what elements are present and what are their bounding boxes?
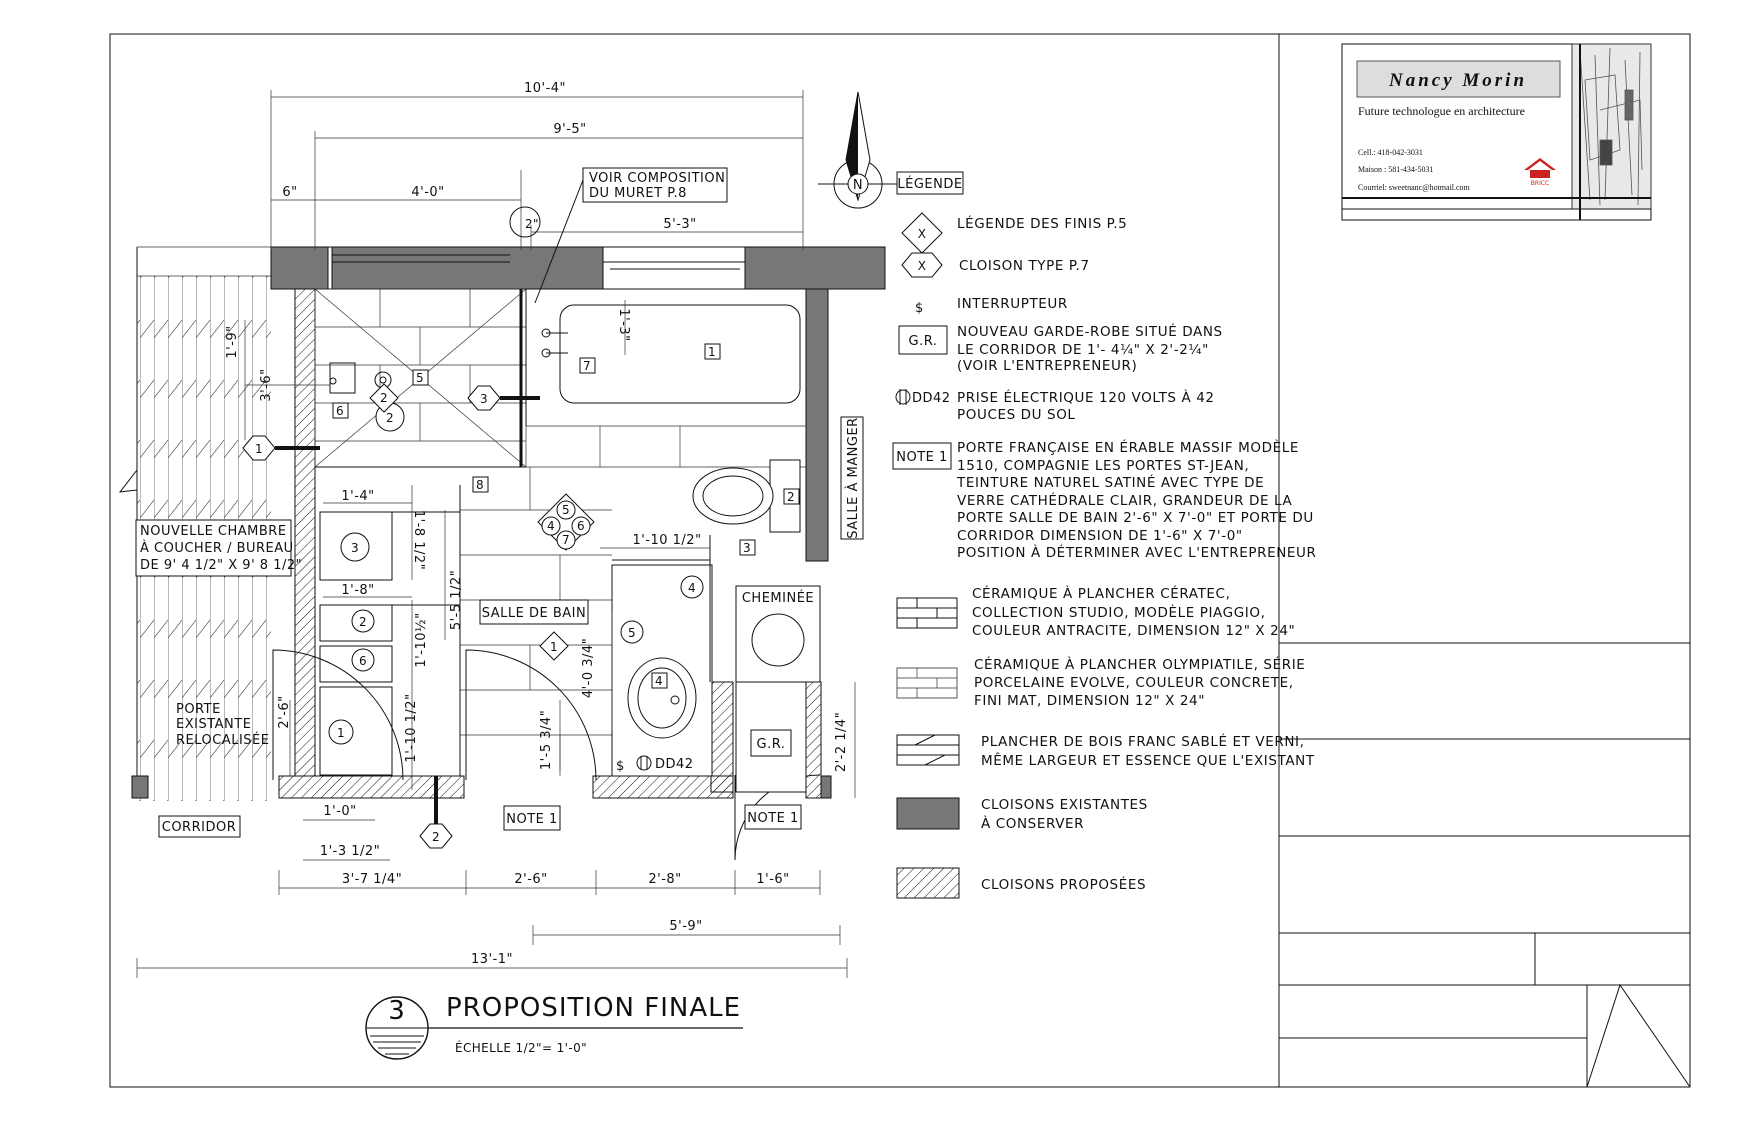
svg-text:NOTE 1: NOTE 1: [896, 450, 948, 465]
drawing-scale: ÉCHELLE 1/2"= 1'-0": [455, 1041, 588, 1055]
outlet-icon: [896, 389, 910, 405]
business-card: [1342, 44, 1651, 220]
svg-text:6": 6": [282, 185, 298, 200]
svg-text:1'-6": 1'-6": [756, 872, 790, 887]
svg-text:4: 4: [546, 519, 556, 533]
svg-text:5: 5: [627, 626, 637, 640]
svg-text:7: 7: [561, 533, 571, 547]
svg-text:CLOISON TYPE P.7: CLOISON TYPE P.7: [959, 258, 1090, 274]
svg-text:CHEMINÉE: CHEMINÉE: [741, 591, 815, 606]
svg-text:3: 3: [350, 541, 360, 555]
svg-text:10'-4": 10'-4": [523, 81, 567, 96]
drawing-number: 3: [388, 996, 406, 1026]
svg-text:CLOISONS PROPOSÉES: CLOISONS PROPOSÉES: [981, 877, 1147, 893]
svg-text:BRICC: BRICC: [1530, 180, 1550, 187]
svg-text:2: 2: [385, 411, 395, 425]
svg-text:8: 8: [475, 478, 485, 492]
svg-text:(VOIR L'ENTREPRENEUR): (VOIR L'ENTREPRENEUR): [957, 358, 1138, 374]
svg-text:PLANCHER DE BOIS FRANC SABLÉ E: PLANCHER DE BOIS FRANC SABLÉ ET VERNI,: [981, 734, 1305, 750]
svg-text:13'-1": 13'-1": [470, 952, 514, 967]
svg-text:LÉGENDE: LÉGENDE: [897, 177, 963, 192]
card-home: Maison : 581-434-5031: [1358, 165, 1434, 174]
svg-text:FINI MAT, DIMENSION 12" X 24": FINI MAT, DIMENSION 12" X 24": [974, 693, 1206, 709]
svg-text:1: 1: [549, 640, 559, 654]
svg-text:NOUVELLE CHAMBRE: NOUVELLE CHAMBRE: [140, 524, 287, 539]
svg-text:3: 3: [742, 541, 752, 555]
svg-text:NOTE 1: NOTE 1: [747, 811, 799, 826]
svg-text:1'-5 3/4": 1'-5 3/4": [539, 709, 554, 771]
drawing-title: [366, 993, 743, 1059]
svg-text:1'-9": 1'-9": [225, 325, 240, 359]
svg-text:2'-8": 2'-8": [648, 872, 682, 887]
ceramic-concrete-swatch: [897, 668, 957, 698]
existing-wall-swatch: [897, 798, 959, 829]
svg-text:VOIR COMPOSITION: VOIR COMPOSITION: [589, 171, 726, 186]
svg-text:INTERRUPTEUR: INTERRUPTEUR: [957, 296, 1068, 312]
card-name: Nancy Morin: [1388, 70, 1528, 91]
svg-text:2'-2 1/4": 2'-2 1/4": [834, 711, 849, 773]
svg-text:X: X: [917, 259, 927, 273]
svg-text:G.R.: G.R.: [908, 334, 938, 349]
svg-text:N: N: [852, 178, 864, 193]
north-arrow-icon: [818, 92, 898, 208]
svg-text:DD42: DD42: [655, 757, 694, 772]
svg-text:2'-6": 2'-6": [514, 872, 548, 887]
svg-text:1: 1: [336, 726, 346, 740]
svg-text:3: 3: [479, 392, 489, 406]
svg-text:LE CORRIDOR DE 1'- 4¼" X 2'-2¼: LE CORRIDOR DE 1'- 4¼" X 2'-2¼": [957, 342, 1209, 358]
svg-text:À CONSERVER: À CONSERVER: [981, 816, 1085, 832]
svg-text:À COUCHER / BUREAU: À COUCHER / BUREAU: [140, 541, 294, 556]
svg-text:PRISE ÉLECTRIQUE 120 VOLTS À 4: PRISE ÉLECTRIQUE 120 VOLTS À 42: [957, 390, 1215, 406]
svg-text:DD42: DD42: [912, 391, 951, 406]
svg-text:4'-0 3/4": 4'-0 3/4": [581, 637, 596, 699]
svg-text:5'-3": 5'-3": [663, 217, 697, 232]
svg-text:PORTE FRANÇAISE EN ÉRABLE MASS: PORTE FRANÇAISE EN ÉRABLE MASSIF MODÈLE: [957, 440, 1300, 456]
svg-text:1'-8 1/2": 1'-8 1/2": [411, 509, 426, 571]
svg-text:2: 2: [786, 490, 796, 504]
svg-text:5: 5: [415, 371, 425, 385]
svg-text:CORRIDOR: CORRIDOR: [161, 820, 237, 835]
svg-text:2: 2: [431, 830, 441, 844]
svg-text:X: X: [917, 227, 927, 241]
svg-text:5'-9": 5'-9": [669, 919, 703, 934]
svg-text:COULEUR ANTRACITE, DIMENSION 1: COULEUR ANTRACITE, DIMENSION 12" X 24": [972, 623, 1296, 639]
svg-text:2'-6": 2'-6": [277, 695, 292, 729]
svg-text:RELOCALISÉE: RELOCALISÉE: [176, 733, 270, 748]
svg-text:2: 2: [358, 615, 368, 629]
card-subtitle: Future technologue en architecture: [1358, 104, 1525, 118]
svg-text:PORTE SALLE DE BAIN 2'-6" X 7': PORTE SALLE DE BAIN 2'-6" X 7'-0" ET PORTE DU: [957, 510, 1314, 526]
svg-text:2": 2": [525, 217, 539, 231]
svg-text:SALLE DE BAIN: SALLE DE BAIN: [481, 606, 587, 621]
svg-text:1: 1: [254, 442, 264, 456]
svg-text:1'-10 1/2": 1'-10 1/2": [632, 533, 702, 548]
svg-text:SALLE À MANGER: SALLE À MANGER: [846, 417, 861, 539]
svg-text:1'-4": 1'-4": [341, 489, 375, 504]
svg-text:NOTE 1: NOTE 1: [506, 812, 558, 827]
svg-text:CORRIDOR DIMENSION DE 1'-6" X: CORRIDOR DIMENSION DE 1'-6" X 7'-0": [957, 528, 1243, 544]
svg-text:VERRE CATHÉDRALE CLAIR, GRANDE: VERRE CATHÉDRALE CLAIR, GRANDEUR DE LA: [957, 493, 1293, 509]
bathtub: [542, 305, 800, 403]
svg-text:COLLECTION STUDIO, MODÈLE PIAG: COLLECTION STUDIO, MODÈLE PIAGGIO,: [972, 605, 1266, 621]
svg-text:CÉRAMIQUE À PLANCHER OLYMPIATI: CÉRAMIQUE À PLANCHER OLYMPIATILE, SÉRIE: [974, 657, 1306, 673]
proposed-wall-swatch: [897, 868, 959, 898]
svg-text:NOUVEAU GARDE-ROBE SITUÉ DANS: NOUVEAU GARDE-ROBE SITUÉ DANS: [957, 324, 1223, 340]
svg-text:DE 9' 4 1/2" X 9' 8 1/2": DE 9' 4 1/2" X 9' 8 1/2": [140, 558, 303, 573]
svg-text:4: 4: [654, 674, 664, 688]
svg-text:6: 6: [335, 404, 345, 418]
svg-text:5: 5: [561, 503, 571, 517]
svg-text:EXISTANTE: EXISTANTE: [176, 717, 252, 732]
svg-text:$: $: [616, 759, 625, 774]
svg-text:PORCELAINE EVOLVE, COULEUR CON: PORCELAINE EVOLVE, COULEUR CONCRETE,: [974, 675, 1294, 691]
ceramic-antracite-swatch: [897, 598, 957, 628]
svg-text:PORTE: PORTE: [176, 702, 221, 717]
page-curl-icon: [1587, 985, 1690, 1087]
svg-text:1: 1: [707, 345, 717, 359]
svg-text:CÉRAMIQUE À PLANCHER CÉRATEC,: CÉRAMIQUE À PLANCHER CÉRATEC,: [972, 586, 1231, 602]
svg-text:MÊME LARGEUR ET ESSENCE QUE L': MÊME LARGEUR ET ESSENCE QUE L'EXISTANT: [981, 753, 1315, 769]
svg-text:1'-10½": 1'-10½": [414, 612, 429, 668]
wood-floor-swatch: [897, 735, 959, 765]
svg-text:1'-10 1/2": 1'-10 1/2": [404, 693, 419, 763]
svg-text:4: 4: [687, 581, 697, 595]
svg-text:1'-3 1/2": 1'-3 1/2": [319, 844, 381, 859]
svg-text:1'-0": 1'-0": [323, 804, 357, 819]
svg-text:6: 6: [576, 519, 586, 533]
svg-text:CLOISONS EXISTANTES: CLOISONS EXISTANTES: [981, 797, 1148, 813]
svg-text:POUCES DU SOL: POUCES DU SOL: [957, 407, 1076, 423]
card-cell: Cell.: 418-042-3031: [1358, 148, 1423, 157]
svg-text:1'-3": 1'-3": [616, 308, 631, 342]
switch-icon: $: [915, 301, 924, 316]
dimension-labels: [225, 81, 849, 967]
svg-text:TEINTURE NATUREL SATINÉ AVEC T: TEINTURE NATUREL SATINÉ AVEC TYPE DE: [957, 475, 1265, 491]
svg-text:G.R.: G.R.: [756, 737, 786, 752]
svg-text:9'-5": 9'-5": [553, 122, 587, 137]
svg-text:3'-6": 3'-6": [259, 368, 274, 402]
svg-text:1'-8": 1'-8": [341, 583, 375, 598]
legend: [893, 172, 1317, 898]
svg-text:3'-7 1/4": 3'-7 1/4": [341, 872, 403, 887]
svg-text:7: 7: [582, 359, 592, 373]
svg-text:DU MURET P.8: DU MURET P.8: [589, 186, 687, 201]
svg-text:LÉGENDE DES FINIS P.5: LÉGENDE DES FINIS P.5: [957, 216, 1128, 232]
svg-text:5'-5 1/2": 5'-5 1/2": [449, 569, 464, 631]
svg-text:1510, COMPAGNIE LES PORTES ST-: 1510, COMPAGNIE LES PORTES ST-JEAN,: [957, 458, 1250, 474]
drawing-title-text: PROPOSITION FINALE: [446, 993, 742, 1023]
svg-text:2: 2: [379, 391, 389, 405]
svg-text:6: 6: [358, 654, 368, 668]
svg-text:4'-0": 4'-0": [411, 185, 445, 200]
svg-text:POSITION À DÉTERMINER AVEC L'E: POSITION À DÉTERMINER AVEC L'ENTREPRENEUR: [957, 545, 1317, 561]
card-email: Courriel: sweetnanc@hotmail.com: [1358, 183, 1470, 192]
finish-tag-cluster: [538, 494, 594, 550]
window-right: [603, 247, 745, 289]
